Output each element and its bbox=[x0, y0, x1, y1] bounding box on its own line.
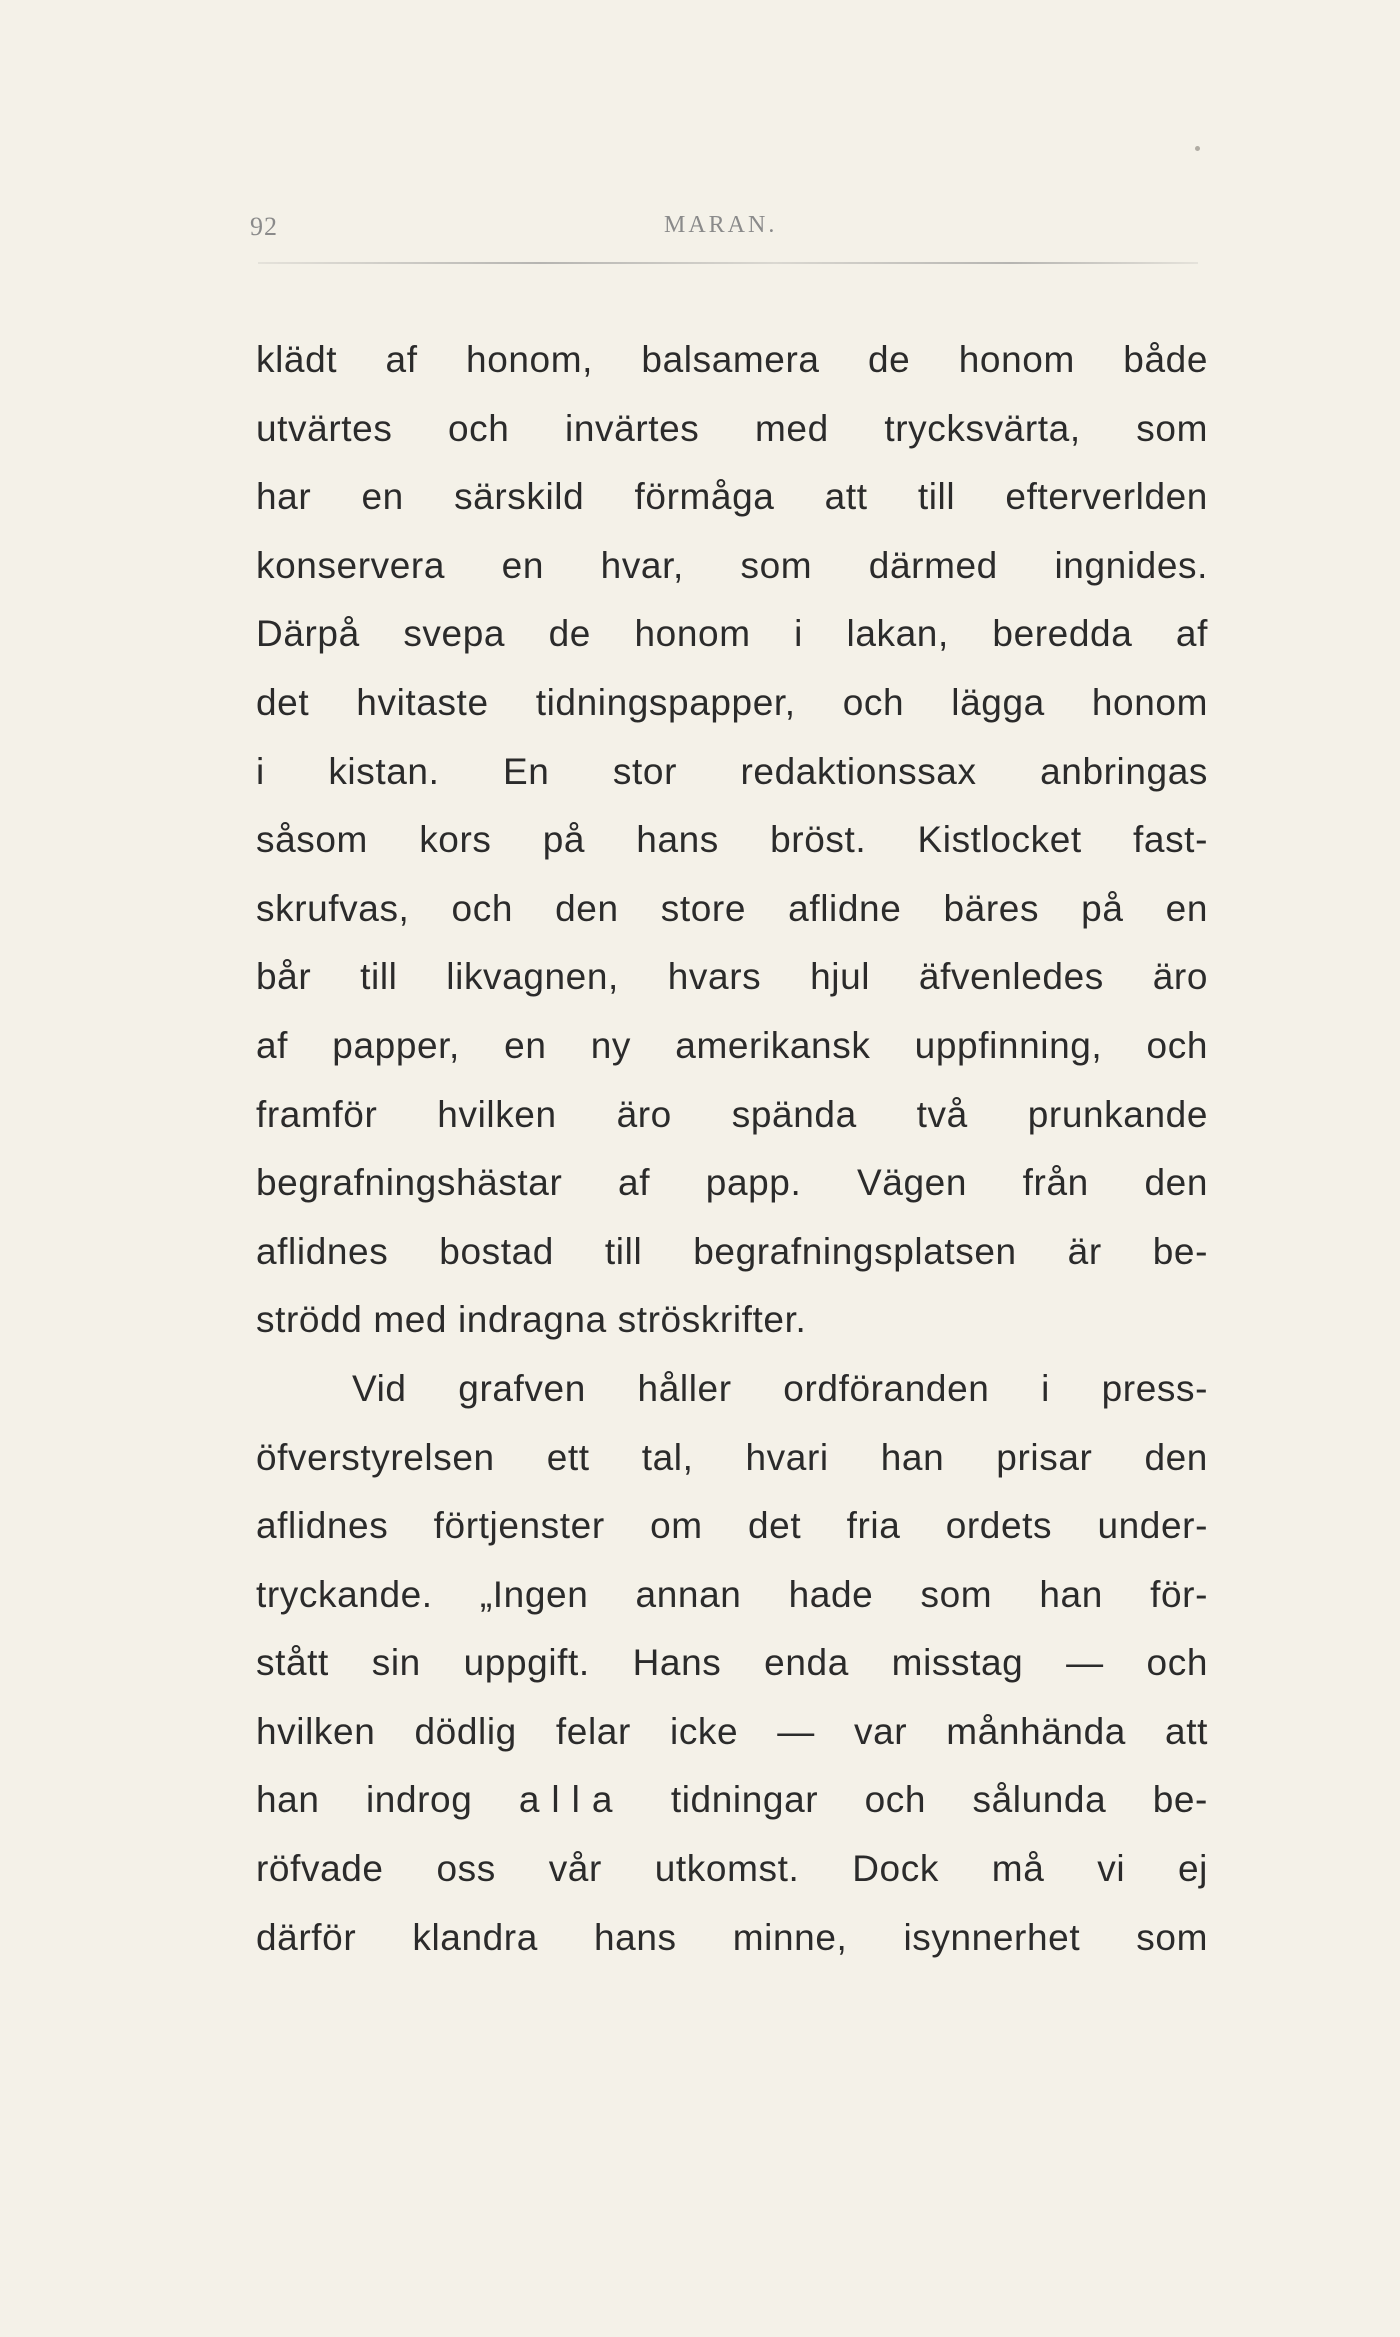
paper-speck bbox=[1195, 146, 1200, 151]
text-line: röfvade oss vår utkomst. Dock må vi ej bbox=[256, 1848, 1208, 1890]
page-number: 92 bbox=[250, 212, 278, 241]
text-line-spaced bbox=[256, 1766, 1208, 1835]
spaced-emphasis: alla bbox=[518, 1779, 625, 1821]
page-header bbox=[250, 212, 1210, 252]
text-line: af papper, en ny amerikansk uppfinning, och bbox=[256, 1024, 1208, 1066]
text-line: skrufvas, och den store aflidne bäres på en bbox=[256, 887, 1208, 929]
text-line: har en särskild förmåga att till efterverlden bbox=[256, 476, 1208, 518]
text-line: aflidnes bostad till begrafningsplatsen är be- bbox=[256, 1230, 1208, 1272]
text-line: utvärtes och invärtes med trycksvärta, som bbox=[256, 407, 1208, 449]
text-line: Därpå svepa de honom i lakan, beredda af bbox=[256, 613, 1208, 655]
text-line: i kistan. En stor redaktionssax anbringas bbox=[256, 750, 1208, 792]
text-line: hvilken dödlig felar icke — var månhända att bbox=[256, 1710, 1208, 1752]
text-line: aflidnes förtjenster om det fria ordets under- bbox=[256, 1505, 1208, 1547]
text-segment: han indrog bbox=[256, 1779, 473, 1821]
paragraph-2 bbox=[256, 1355, 1208, 1972]
text-line: strödd med indragna ströskrifter. bbox=[256, 1299, 807, 1341]
text-line: begrafningshästar af papp. Vägen från den bbox=[256, 1162, 1208, 1204]
text-line: klädt af honom, balsamera de honom både bbox=[256, 339, 1208, 380]
text-line: öfverstyrelsen ett tal, hvari han prisar den bbox=[256, 1436, 1208, 1478]
text-line: Vid grafven håller ordföranden i press- bbox=[352, 1367, 1208, 1409]
body-text bbox=[256, 326, 1208, 1972]
text-line: det hvitaste tidningspapper, och lägga honom bbox=[256, 681, 1208, 723]
text-line: stått sin uppgift. Hans enda misstag — och bbox=[256, 1642, 1208, 1684]
text-line: konservera en hvar, som därmed ingnides. bbox=[256, 544, 1208, 586]
text-line: därför klandra hans minne, isynnerhet som bbox=[256, 1916, 1208, 1958]
text-line: framför hvilken äro spända två prunkande bbox=[256, 1093, 1208, 1135]
text-segment: tidningar och sålunda be- bbox=[670, 1779, 1208, 1821]
header-rule bbox=[258, 262, 1198, 264]
paragraph-1 bbox=[256, 326, 1208, 1355]
running-title: MARAN. bbox=[664, 212, 778, 238]
text-line: tryckande. „Ingen annan hade som han för- bbox=[256, 1573, 1208, 1615]
text-line: såsom kors på hans bröst. Kistlocket fast- bbox=[256, 819, 1208, 861]
text-line: bår till likvagnen, hvars hjul äfvenledes äro bbox=[256, 956, 1208, 998]
